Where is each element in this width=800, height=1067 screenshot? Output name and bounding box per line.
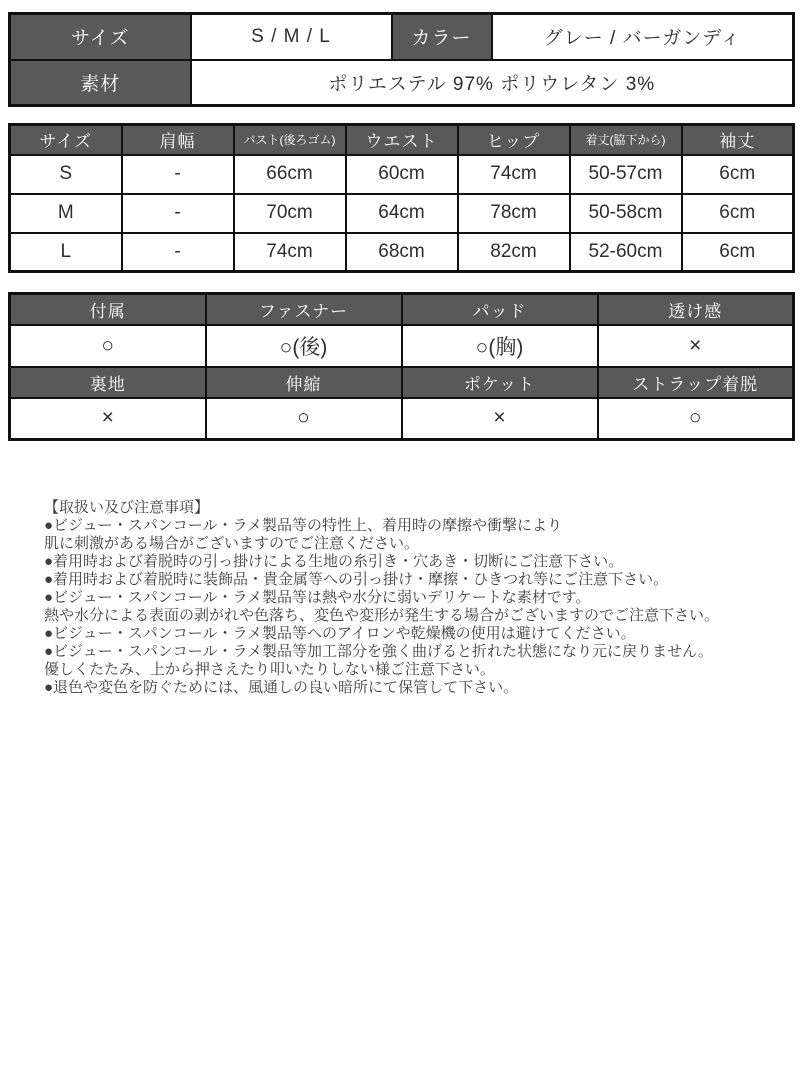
care-note-line: ●着用時および着脱時に装飾品・貴金属等への引っ掛け・摩擦・ひきつれ等にご注意下さい。 — [44, 571, 669, 588]
size-chart-header-row — [10, 125, 794, 155]
info-header-cell: 素材 — [10, 60, 191, 106]
size-chart-header-cell: 袖丈 — [682, 125, 794, 155]
info-header-cell: サイズ — [10, 14, 191, 60]
size-chart-row — [10, 155, 794, 194]
feature-table — [8, 292, 795, 441]
size-chart-row — [10, 233, 794, 272]
info-value-cell: グレー / バーガンディ — [492, 14, 794, 60]
size-chart-cell: L — [10, 233, 122, 272]
feature-header-row — [10, 367, 794, 398]
product-info-table-body — [10, 14, 794, 106]
feature-header-cell: 裏地 — [10, 367, 206, 398]
size-chart-cell: M — [10, 194, 122, 233]
size-chart-cell: 68cm — [346, 233, 458, 272]
feature-value-row — [10, 398, 794, 440]
feature-header-cell: 透け感 — [598, 294, 794, 325]
size-chart-cell: 74cm — [458, 155, 570, 194]
size-chart-cell: 66cm — [234, 155, 346, 194]
feature-header-cell: パッド — [402, 294, 598, 325]
size-chart-header-cell: バスト(後ろゴム) — [234, 125, 346, 155]
care-note-line: ●ビジュー・スパンコール・ラメ製品等の特性上、着用時の摩擦や衝撃により — [44, 517, 563, 534]
feature-value-cell: ○(胸) — [402, 325, 598, 367]
feature-value-row — [10, 325, 794, 367]
size-chart-table-body — [10, 155, 794, 272]
feature-value-cell: × — [10, 398, 206, 440]
feature-header-cell: ファスナー — [206, 294, 402, 325]
product-info-row — [10, 14, 794, 60]
care-note-line: 肌に刺激がある場合がございますのでご注意ください。 — [44, 535, 420, 552]
care-note-line: ●ビジュー・スパンコール・ラメ製品等加工部分を強く曲げると折れた状態になり元に戻りません。 — [44, 643, 713, 660]
feature-header-cell: ポケット — [402, 367, 598, 398]
info-value-cell: ポリエステル 97% ポリウレタン 3% — [191, 60, 794, 106]
size-chart-cell: 50-57cm — [570, 155, 682, 194]
care-notes — [8, 499, 792, 697]
feature-value-cell: × — [598, 325, 794, 367]
size-chart-header-cell: ウエスト — [346, 125, 458, 155]
feature-table-body — [10, 294, 794, 440]
care-notes-lines — [44, 517, 772, 697]
feature-header-cell: ストラップ着脱 — [598, 367, 794, 398]
info-value-cell: S / M / L — [191, 14, 392, 60]
care-note-line: 熱や水分による表面の剥がれや色落ち、変色や変形が発生する場合がございますのでご注意下さい。 — [44, 607, 720, 624]
info-header-cell: カラー — [392, 14, 492, 60]
feature-value-cell: ○ — [10, 325, 206, 367]
size-chart-cell: 52-60cm — [570, 233, 682, 272]
size-chart-row — [10, 194, 794, 233]
care-note-line: 優しくたたみ、上から押さえたり叩いたりしない様ご注意下さい。 — [44, 661, 495, 678]
size-chart-cell: 6cm — [682, 155, 794, 194]
size-chart-header-cell: ヒップ — [458, 125, 570, 155]
feature-header-row — [10, 294, 794, 325]
product-info-table — [8, 12, 795, 107]
size-chart-cell: 70cm — [234, 194, 346, 233]
size-chart-cell: 50-58cm — [570, 194, 682, 233]
size-chart-cell: 78cm — [458, 194, 570, 233]
size-chart-cell: 6cm — [682, 194, 794, 233]
size-chart-header-cell: サイズ — [10, 125, 122, 155]
size-chart-header-cell: 肩幅 — [122, 125, 234, 155]
size-chart-table — [8, 123, 795, 273]
product-info-row — [10, 60, 794, 106]
feature-value-cell: ○ — [206, 398, 402, 440]
care-note-line: ●ビジュー・スパンコール・ラメ製品等へのアイロンや乾燥機の使用は避けてください。 — [44, 625, 636, 642]
size-chart-cell: - — [122, 155, 234, 194]
size-chart-header-row — [10, 125, 794, 155]
care-notes-title: 【取扱い及び注意事項】 — [44, 499, 210, 516]
care-note-line: ●ビジュー・スパンコール・ラメ製品等は熱や水分に弱いデリケートな素材です。 — [44, 589, 591, 606]
size-chart-cell: S — [10, 155, 122, 194]
size-chart-cell: 82cm — [458, 233, 570, 272]
size-chart-cell: 64cm — [346, 194, 458, 233]
size-chart-header-cell: 着丈(脇下から) — [570, 125, 682, 155]
care-note-line: ●退色や変色を防ぐためには、風通しの良い暗所にて保管して下さい。 — [44, 679, 519, 696]
size-chart-cell: 60cm — [346, 155, 458, 194]
size-chart-cell: - — [122, 233, 234, 272]
size-chart-cell: - — [122, 194, 234, 233]
feature-header-cell: 付属 — [10, 294, 206, 325]
feature-header-cell: 伸縮 — [206, 367, 402, 398]
feature-value-cell: × — [402, 398, 598, 440]
feature-value-cell: ○ — [598, 398, 794, 440]
feature-value-cell: ○(後) — [206, 325, 402, 367]
size-chart-cell: 6cm — [682, 233, 794, 272]
care-note-line: ●着用時および着脱時の引っ掛けによる生地の糸引き・穴あき・切断にご注意下さい。 — [44, 553, 624, 570]
size-chart-cell: 74cm — [234, 233, 346, 272]
